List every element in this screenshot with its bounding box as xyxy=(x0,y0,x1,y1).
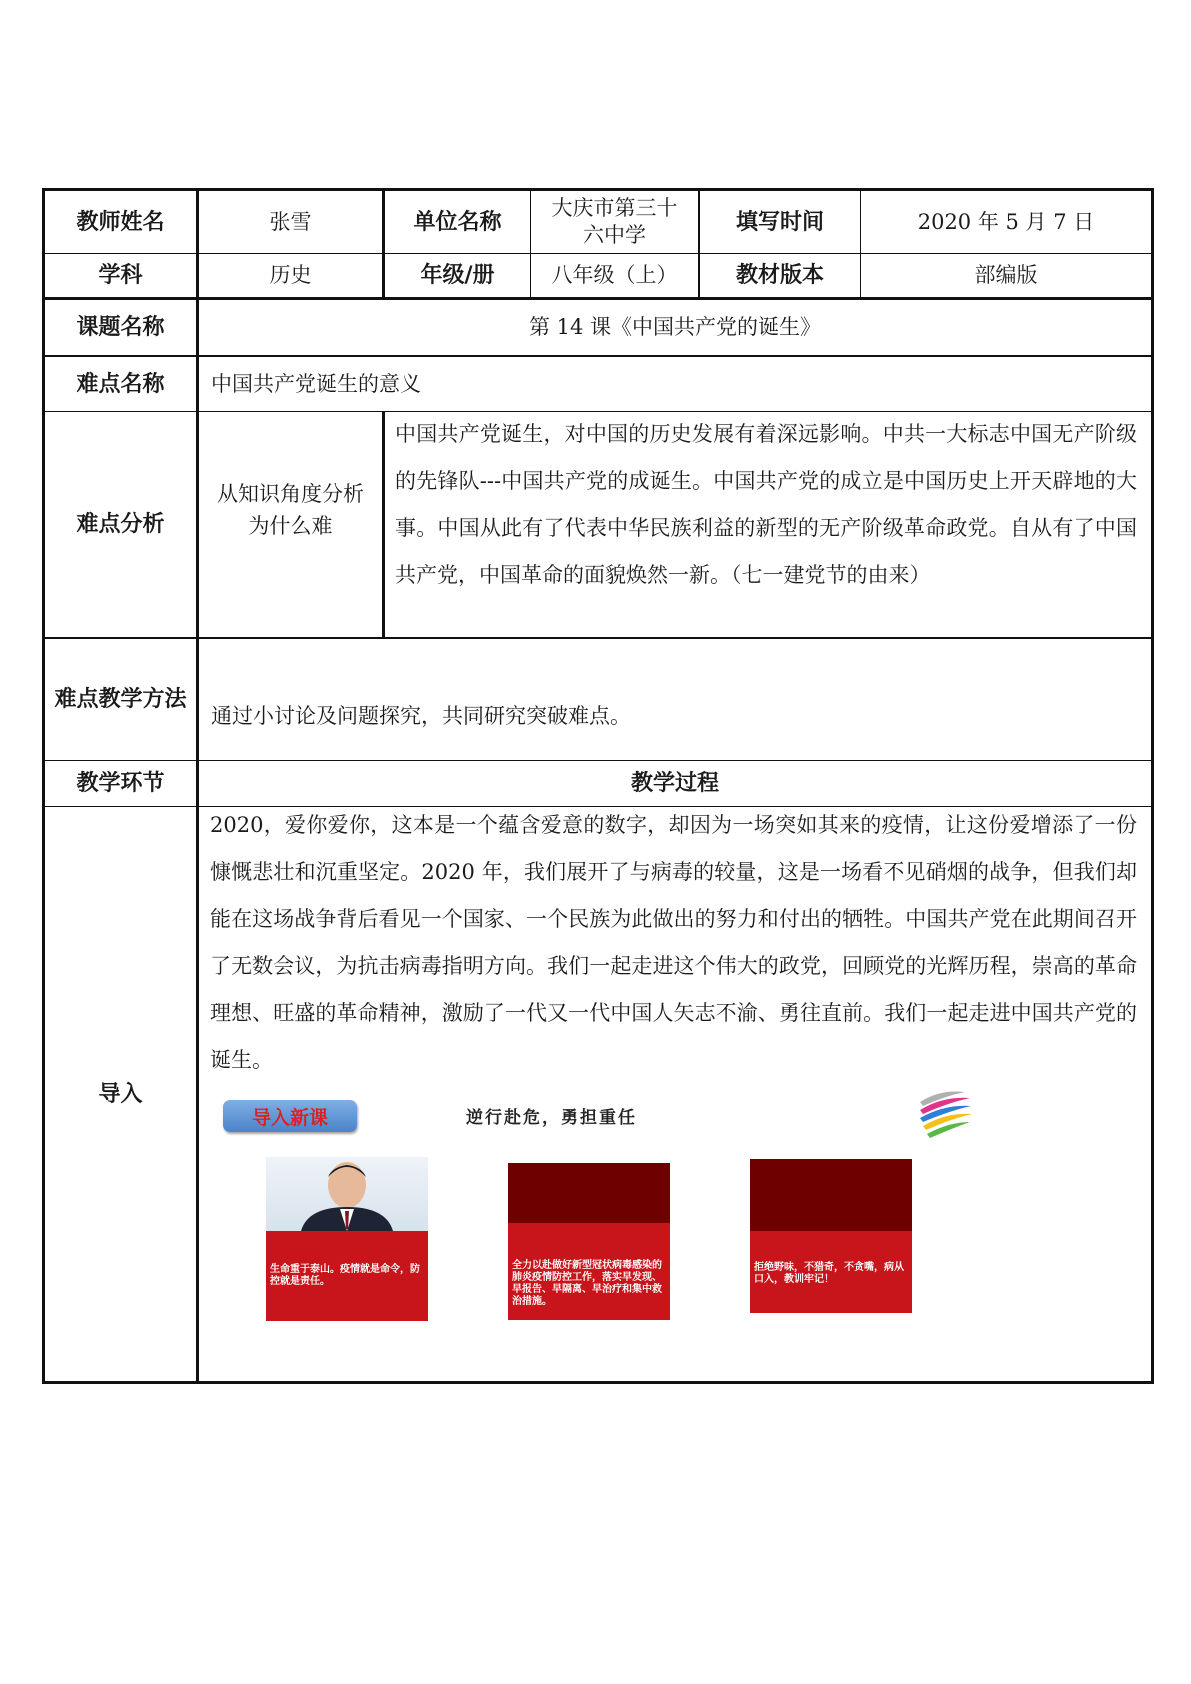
subject-value: 历史 xyxy=(269,263,312,287)
brand-logo-icon xyxy=(915,1084,975,1144)
intro-label: 导入 xyxy=(98,1081,143,1107)
date-value: 2020 年 5 月 7 日 xyxy=(917,209,1095,234)
slide-card-1 xyxy=(266,1157,428,1321)
import-lesson-button: 导入新课 xyxy=(223,1100,357,1132)
stage-header: 教学环节 xyxy=(76,771,165,796)
slide-card-2 xyxy=(508,1163,670,1320)
analysis-text: 中国共产党诞生，对中国的历史发展有着深远影响。中共一大标志中国无产阶级的先锋队---中国共产党的成诞生。中国共产党的成立是中国历史上开天辟地的大事。中国从此有了代表中华民族利益的新型的无产阶级革命政党。自从有了中国共产党，中国革命的面貌焕然一新。（七一建党节的由来） xyxy=(395,422,1137,587)
topic-label: 课题名称 xyxy=(76,315,165,340)
edition-value: 部编版 xyxy=(974,263,1038,287)
card-3-caption: 拒绝野味，不猎奇，不贪嘴，病从口入，教训牢记！ xyxy=(754,1262,904,1285)
unit-name-value: 大庆市第三十六中学 xyxy=(551,196,678,247)
portrait-image xyxy=(266,1157,428,1231)
grade-value: 八年级（上） xyxy=(551,263,678,287)
difficulty-label: 难点名称 xyxy=(76,371,165,397)
slide-title: 逆行赴危，勇担重任 xyxy=(466,1108,637,1128)
slide-card-3 xyxy=(750,1159,912,1313)
method-text: 通过小讨论及问题探究，共同研究突破难点。 xyxy=(211,703,631,728)
topic-value: 第 14 课《中国共产党的诞生》 xyxy=(528,315,822,339)
method-label: 难点教学方法 xyxy=(54,687,187,712)
unit-name-label: 单位名称 xyxy=(413,209,502,235)
analysis-label: 难点分析 xyxy=(76,512,165,537)
intro-text: 2020，爱你爱你，这本是一个蕴含爱意的数字，却因为一场突如其来的疫情，让这份爱增添了一份慷慨悲壮和沉重坚定。2020 年，我们展开了与病毒的较量，这是一场看不见硝烟的战争，但我们却能在这场战争背后看见一个国家、一个民族为此做出的努力和付出的牺牲。中国共产党在此期间召开了无数会议，为抗击病毒指明方向。我们一起走进这个伟大的政党，回顾党的光辉历程，崇高的革命理想、旺盛的革命精神，激励了一代又一代中国人矢志不渝、勇往直前。我们一起走进中国共产党的诞生。 xyxy=(210,813,1137,1072)
subject-label: 学科 xyxy=(98,263,143,288)
difficulty-value: 中国共产党诞生的意义 xyxy=(211,371,421,396)
date-label: 填写时间 xyxy=(735,209,824,235)
analysis-angle: 从知识角度分析为什么难 xyxy=(217,481,364,538)
card-2-caption: 全力以赴做好新型冠状病毒感染的肺炎疫情防控工作，落实早发现、早报告、早隔离、早治疗和集中救治措施。 xyxy=(512,1260,662,1307)
edition-label: 教材版本 xyxy=(735,263,824,288)
teacher-name-label: 教师姓名 xyxy=(76,209,165,235)
teacher-name-value: 张雪 xyxy=(269,209,312,234)
process-header: 教学过程 xyxy=(630,771,719,796)
grade-label: 年级/册 xyxy=(420,263,495,288)
card-1-caption: 生命重于泰山。疫情就是命令，防控就是责任。 xyxy=(270,1264,420,1287)
